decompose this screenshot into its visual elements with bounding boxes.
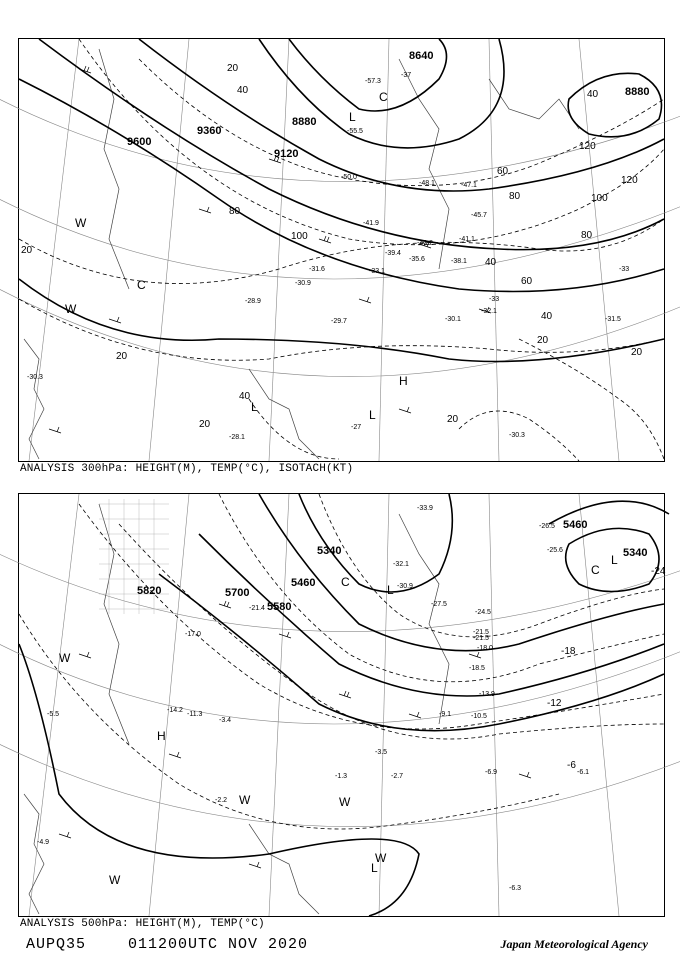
temperature-value: -30.3 xyxy=(27,374,43,381)
isotach-label: 80 xyxy=(581,230,593,241)
temperature-value: -30.1 xyxy=(445,316,461,323)
temperature-value: -47.1 xyxy=(461,182,477,189)
warm-center-marker: W xyxy=(59,651,71,665)
temperature-value: -50.0 xyxy=(341,174,357,181)
isotach-label: 100 xyxy=(291,231,308,242)
warm-center-marker: W xyxy=(339,795,351,809)
temperature-value: -39.4 xyxy=(385,250,401,257)
warm-center-marker: W xyxy=(239,793,251,807)
isotach-label: 40 xyxy=(587,89,599,100)
height-label: 5700 xyxy=(225,587,250,599)
height-label: 5460 xyxy=(291,577,316,589)
isotach-label: 80 xyxy=(229,206,241,217)
isotach-label: 60 xyxy=(521,276,533,287)
low-center-marker: L xyxy=(349,110,356,124)
chart-500hpa-map xyxy=(19,494,664,916)
temperature-value: -4.9 xyxy=(37,839,50,846)
temperature-value: -30.3 xyxy=(509,432,525,439)
warm-center-marker: W xyxy=(375,851,387,865)
temperature-value: -32.1 xyxy=(481,308,497,315)
temperature-value: -28.1 xyxy=(229,434,245,441)
height-label: 8880 xyxy=(625,86,650,98)
temperature-value: -38.1 xyxy=(451,258,467,265)
temperature-value: -33 xyxy=(489,296,500,303)
temperature-value: -33.1 xyxy=(369,268,385,275)
low-center-marker: L xyxy=(369,408,376,422)
warm-center-marker: W xyxy=(65,302,77,316)
isotherm-labels-500 xyxy=(547,566,666,771)
temperature-value: -37 xyxy=(401,72,412,79)
warm-center-marker: W xyxy=(109,873,121,887)
coastline-300 xyxy=(24,49,579,459)
isotherm-label: -6 xyxy=(567,760,576,771)
low-center-marker: L xyxy=(611,553,618,567)
isotach-label: 40 xyxy=(485,257,497,268)
warm-center-marker: W xyxy=(75,216,87,230)
isotach-label: 40 xyxy=(541,311,553,322)
cold-center-marker: C xyxy=(341,575,350,589)
temperature-value: -27.5 xyxy=(431,601,447,608)
temperature-value: -10.5 xyxy=(471,713,487,720)
isotach-label: 80 xyxy=(509,191,521,202)
isotach-label: 100 xyxy=(591,193,608,204)
temperature-value: -30.9 xyxy=(397,583,413,590)
height-label: 5340 xyxy=(623,547,648,559)
isotach-label: 120 xyxy=(621,175,638,186)
height-contours-300 xyxy=(19,39,664,362)
temperature-value: -11.3 xyxy=(187,711,203,718)
isotherm-label: -18 xyxy=(561,646,576,657)
temperature-value: -21.5 xyxy=(473,629,489,636)
temperature-value: -14.2 xyxy=(167,707,183,714)
isotach-label: 60 xyxy=(497,166,509,177)
cold-center-marker: C xyxy=(379,90,388,104)
temperature-value: -2.2 xyxy=(215,797,228,804)
temperature-value: -2.7 xyxy=(391,773,404,780)
temperature-value: -21.5 xyxy=(473,635,489,642)
product-code: AUPQ35 xyxy=(26,936,87,953)
temperature-value: -6.9 xyxy=(485,769,498,776)
temperature-value: -3.5 xyxy=(375,749,388,756)
temperature-value: -1.3 xyxy=(335,773,348,780)
temperature-value: -28.9 xyxy=(245,298,261,305)
low-center-marker: L xyxy=(251,400,258,414)
isotach-label: 20 xyxy=(227,63,239,74)
temperature-value: -13.9 xyxy=(479,691,495,698)
high-center-marker: H xyxy=(399,374,408,388)
pressure-centers-300 xyxy=(65,90,408,422)
temperature-value: -31.6 xyxy=(309,266,325,273)
isotach-label: 40 xyxy=(239,391,251,402)
temperature-value: -6.3 xyxy=(509,885,522,892)
temperature-value: -25.6 xyxy=(547,547,563,554)
agency-name: Japan Meteorological Agency xyxy=(500,937,648,951)
temperature-value: -9.1 xyxy=(439,711,452,718)
cold-center-marker: C xyxy=(591,563,600,577)
temperature-value: -35.6 xyxy=(409,256,425,263)
temperature-value: -24.5 xyxy=(475,609,491,616)
low-center-marker: L xyxy=(387,583,394,597)
temperature-value: -26.5 xyxy=(539,523,555,530)
height-label: 5580 xyxy=(267,601,292,613)
temperature-value: -41.1 xyxy=(459,236,475,243)
temperature-value: -33 xyxy=(619,266,630,273)
isotach-label: 20 xyxy=(116,351,128,362)
temperature-value: -55.5 xyxy=(347,128,363,135)
cold-center-marker: C xyxy=(137,278,146,292)
height-label: 5460 xyxy=(563,519,588,531)
temperature-value: -18.0 xyxy=(477,645,493,652)
isotach-label: 40 xyxy=(237,85,249,96)
temperature-value: -40.2 xyxy=(417,240,433,247)
isotach-label: 120 xyxy=(579,141,596,152)
isotach-label: 20 xyxy=(21,245,33,256)
height-contours-500 xyxy=(19,494,669,916)
height-label: 8880 xyxy=(292,116,317,128)
height-label: 5820 xyxy=(137,585,162,597)
isotach-label: 20 xyxy=(447,414,459,425)
chart-300hpa-map xyxy=(19,39,664,461)
temperature-value: -3.4 xyxy=(219,717,232,724)
isotach-lines-300 xyxy=(19,39,664,461)
temperature-value: -6.1 xyxy=(577,769,590,776)
temperature-value: -17.0 xyxy=(185,631,201,638)
chart-500hpa xyxy=(18,493,665,917)
temperature-value: -30.9 xyxy=(295,280,311,287)
isotach-label: 20 xyxy=(631,347,643,358)
height-label: 9120 xyxy=(274,148,299,160)
wind-barbs-300 xyxy=(49,66,491,433)
temperature-value: -33.9 xyxy=(417,505,433,512)
analysis-timestamp: 011200UTC NOV 2020 xyxy=(128,936,309,953)
temperature-value: -21.4 xyxy=(249,605,265,612)
temperature-value: -41.9 xyxy=(363,220,379,227)
isotherm-label: -24 xyxy=(651,566,666,577)
temperature-value: -27 xyxy=(351,424,362,431)
chart-300hpa xyxy=(18,38,665,462)
isotach-label: 20 xyxy=(199,419,211,430)
temperature-value: -29.7 xyxy=(331,318,347,325)
low-center-marker: L xyxy=(371,861,378,875)
height-label: 8640 xyxy=(409,50,434,62)
temperature-value: -31.5 xyxy=(605,316,621,323)
temperature-value: -5.5 xyxy=(47,711,60,718)
chart-300hpa-caption: ANALYSIS 300hPa: HEIGHT(M), TEMP(°C), ISOTACH(KT) xyxy=(20,463,354,475)
temperature-value: -45.7 xyxy=(471,212,487,219)
isotherm-label: -12 xyxy=(547,698,562,709)
chart-500hpa-caption: ANALYSIS 500hPa: HEIGHT(M), TEMP(°C) xyxy=(20,918,265,930)
temperature-value: -48.1 xyxy=(419,180,435,187)
temperature-value: -32.1 xyxy=(393,561,409,568)
height-label: 9600 xyxy=(127,136,152,148)
height-label: 9360 xyxy=(197,125,222,137)
temperature-value: -18.5 xyxy=(469,665,485,672)
height-label: 5340 xyxy=(317,545,342,557)
high-center-marker: H xyxy=(157,729,166,743)
isotach-label: 20 xyxy=(537,335,549,346)
temperature-value: -57.3 xyxy=(365,78,381,85)
isotach-labels-300 xyxy=(21,63,643,430)
graticule-300 xyxy=(0,39,680,461)
wind-barbs-500 xyxy=(59,601,531,868)
